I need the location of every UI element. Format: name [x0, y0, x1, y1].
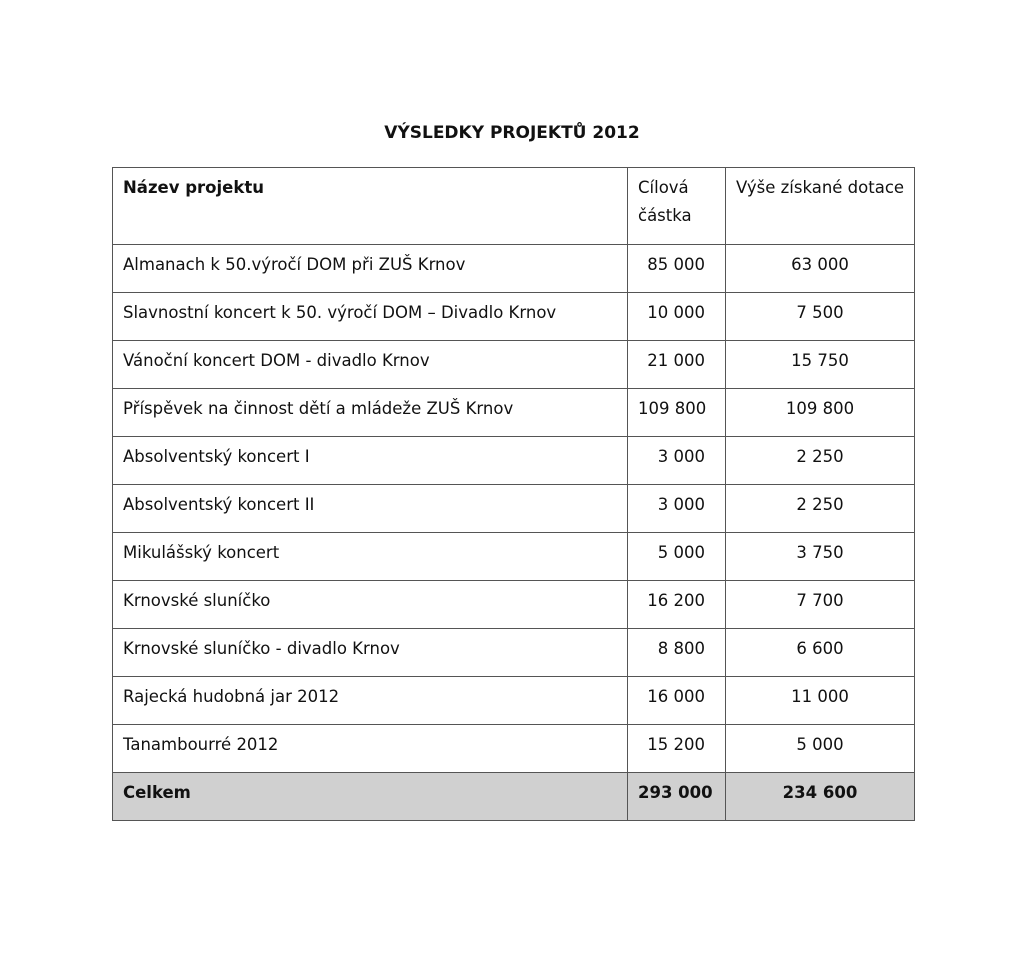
project-name-cell: Mikulášský koncert — [113, 533, 628, 581]
header-target-amount: Cílová částka — [628, 168, 726, 245]
table-row — [113, 293, 915, 341]
project-name-cell: Příspěvek na činnost dětí a mládeže ZUŠ Krnov — [113, 389, 628, 437]
project-results-table — [112, 167, 915, 821]
header-project-name: Název projektu — [113, 168, 628, 245]
table-header-row — [113, 168, 915, 245]
target-amount-cell: 3 000 — [628, 485, 726, 533]
project-name-cell: Slavnostní koncert k 50. výročí DOM – Divadlo Krnov — [113, 293, 628, 341]
grant-amount-cell: 3 750 — [726, 533, 915, 581]
project-name-cell: Vánoční koncert DOM - divadlo Krnov — [113, 341, 628, 389]
table-row — [113, 629, 915, 677]
header-grant-amount: Výše získané dotace — [726, 168, 915, 245]
target-amount-cell: 8 800 — [628, 629, 726, 677]
table-row — [113, 389, 915, 437]
project-name-cell: Krnovské sluníčko — [113, 581, 628, 629]
document-title: VÝSLEDKY PROJEKTŮ 2012 — [384, 123, 640, 143]
total-label: Celkem — [113, 773, 628, 821]
total-target-amount: 293 000 — [628, 773, 726, 821]
table-row — [113, 725, 915, 773]
grant-amount-cell: 109 800 — [726, 389, 915, 437]
project-name-cell: Almanach k 50.výročí DOM při ZUŠ Krnov — [113, 245, 628, 293]
grant-amount-cell: 2 250 — [726, 437, 915, 485]
target-amount-cell: 109 800 — [628, 389, 726, 437]
grant-amount-cell: 6 600 — [726, 629, 915, 677]
table-row — [113, 533, 915, 581]
project-name-cell: Krnovské sluníčko - divadlo Krnov — [113, 629, 628, 677]
project-name-cell: Absolventský koncert I — [113, 437, 628, 485]
grant-amount-cell: 15 750 — [726, 341, 915, 389]
grant-amount-cell: 7 700 — [726, 581, 915, 629]
project-name-cell: Tanambourré 2012 — [113, 725, 628, 773]
table-row — [113, 245, 915, 293]
total-row — [113, 773, 915, 821]
grant-amount-cell: 11 000 — [726, 677, 915, 725]
total-grant-amount: 234 600 — [726, 773, 915, 821]
grant-amount-cell: 63 000 — [726, 245, 915, 293]
target-amount-cell: 5 000 — [628, 533, 726, 581]
grant-amount-cell: 5 000 — [726, 725, 915, 773]
target-amount-cell: 3 000 — [628, 437, 726, 485]
table-row — [113, 485, 915, 533]
grant-amount-cell: 7 500 — [726, 293, 915, 341]
table-row — [113, 581, 915, 629]
table-row — [113, 677, 915, 725]
grant-amount-cell: 2 250 — [726, 485, 915, 533]
target-amount-cell: 16 200 — [628, 581, 726, 629]
target-amount-cell: 10 000 — [628, 293, 726, 341]
target-amount-cell: 21 000 — [628, 341, 726, 389]
table-row — [113, 341, 915, 389]
project-name-cell: Rajecká hudobná jar 2012 — [113, 677, 628, 725]
project-name-cell: Absolventský koncert II — [113, 485, 628, 533]
target-amount-cell: 15 200 — [628, 725, 726, 773]
target-amount-cell: 16 000 — [628, 677, 726, 725]
target-amount-cell: 85 000 — [628, 245, 726, 293]
table-row — [113, 437, 915, 485]
